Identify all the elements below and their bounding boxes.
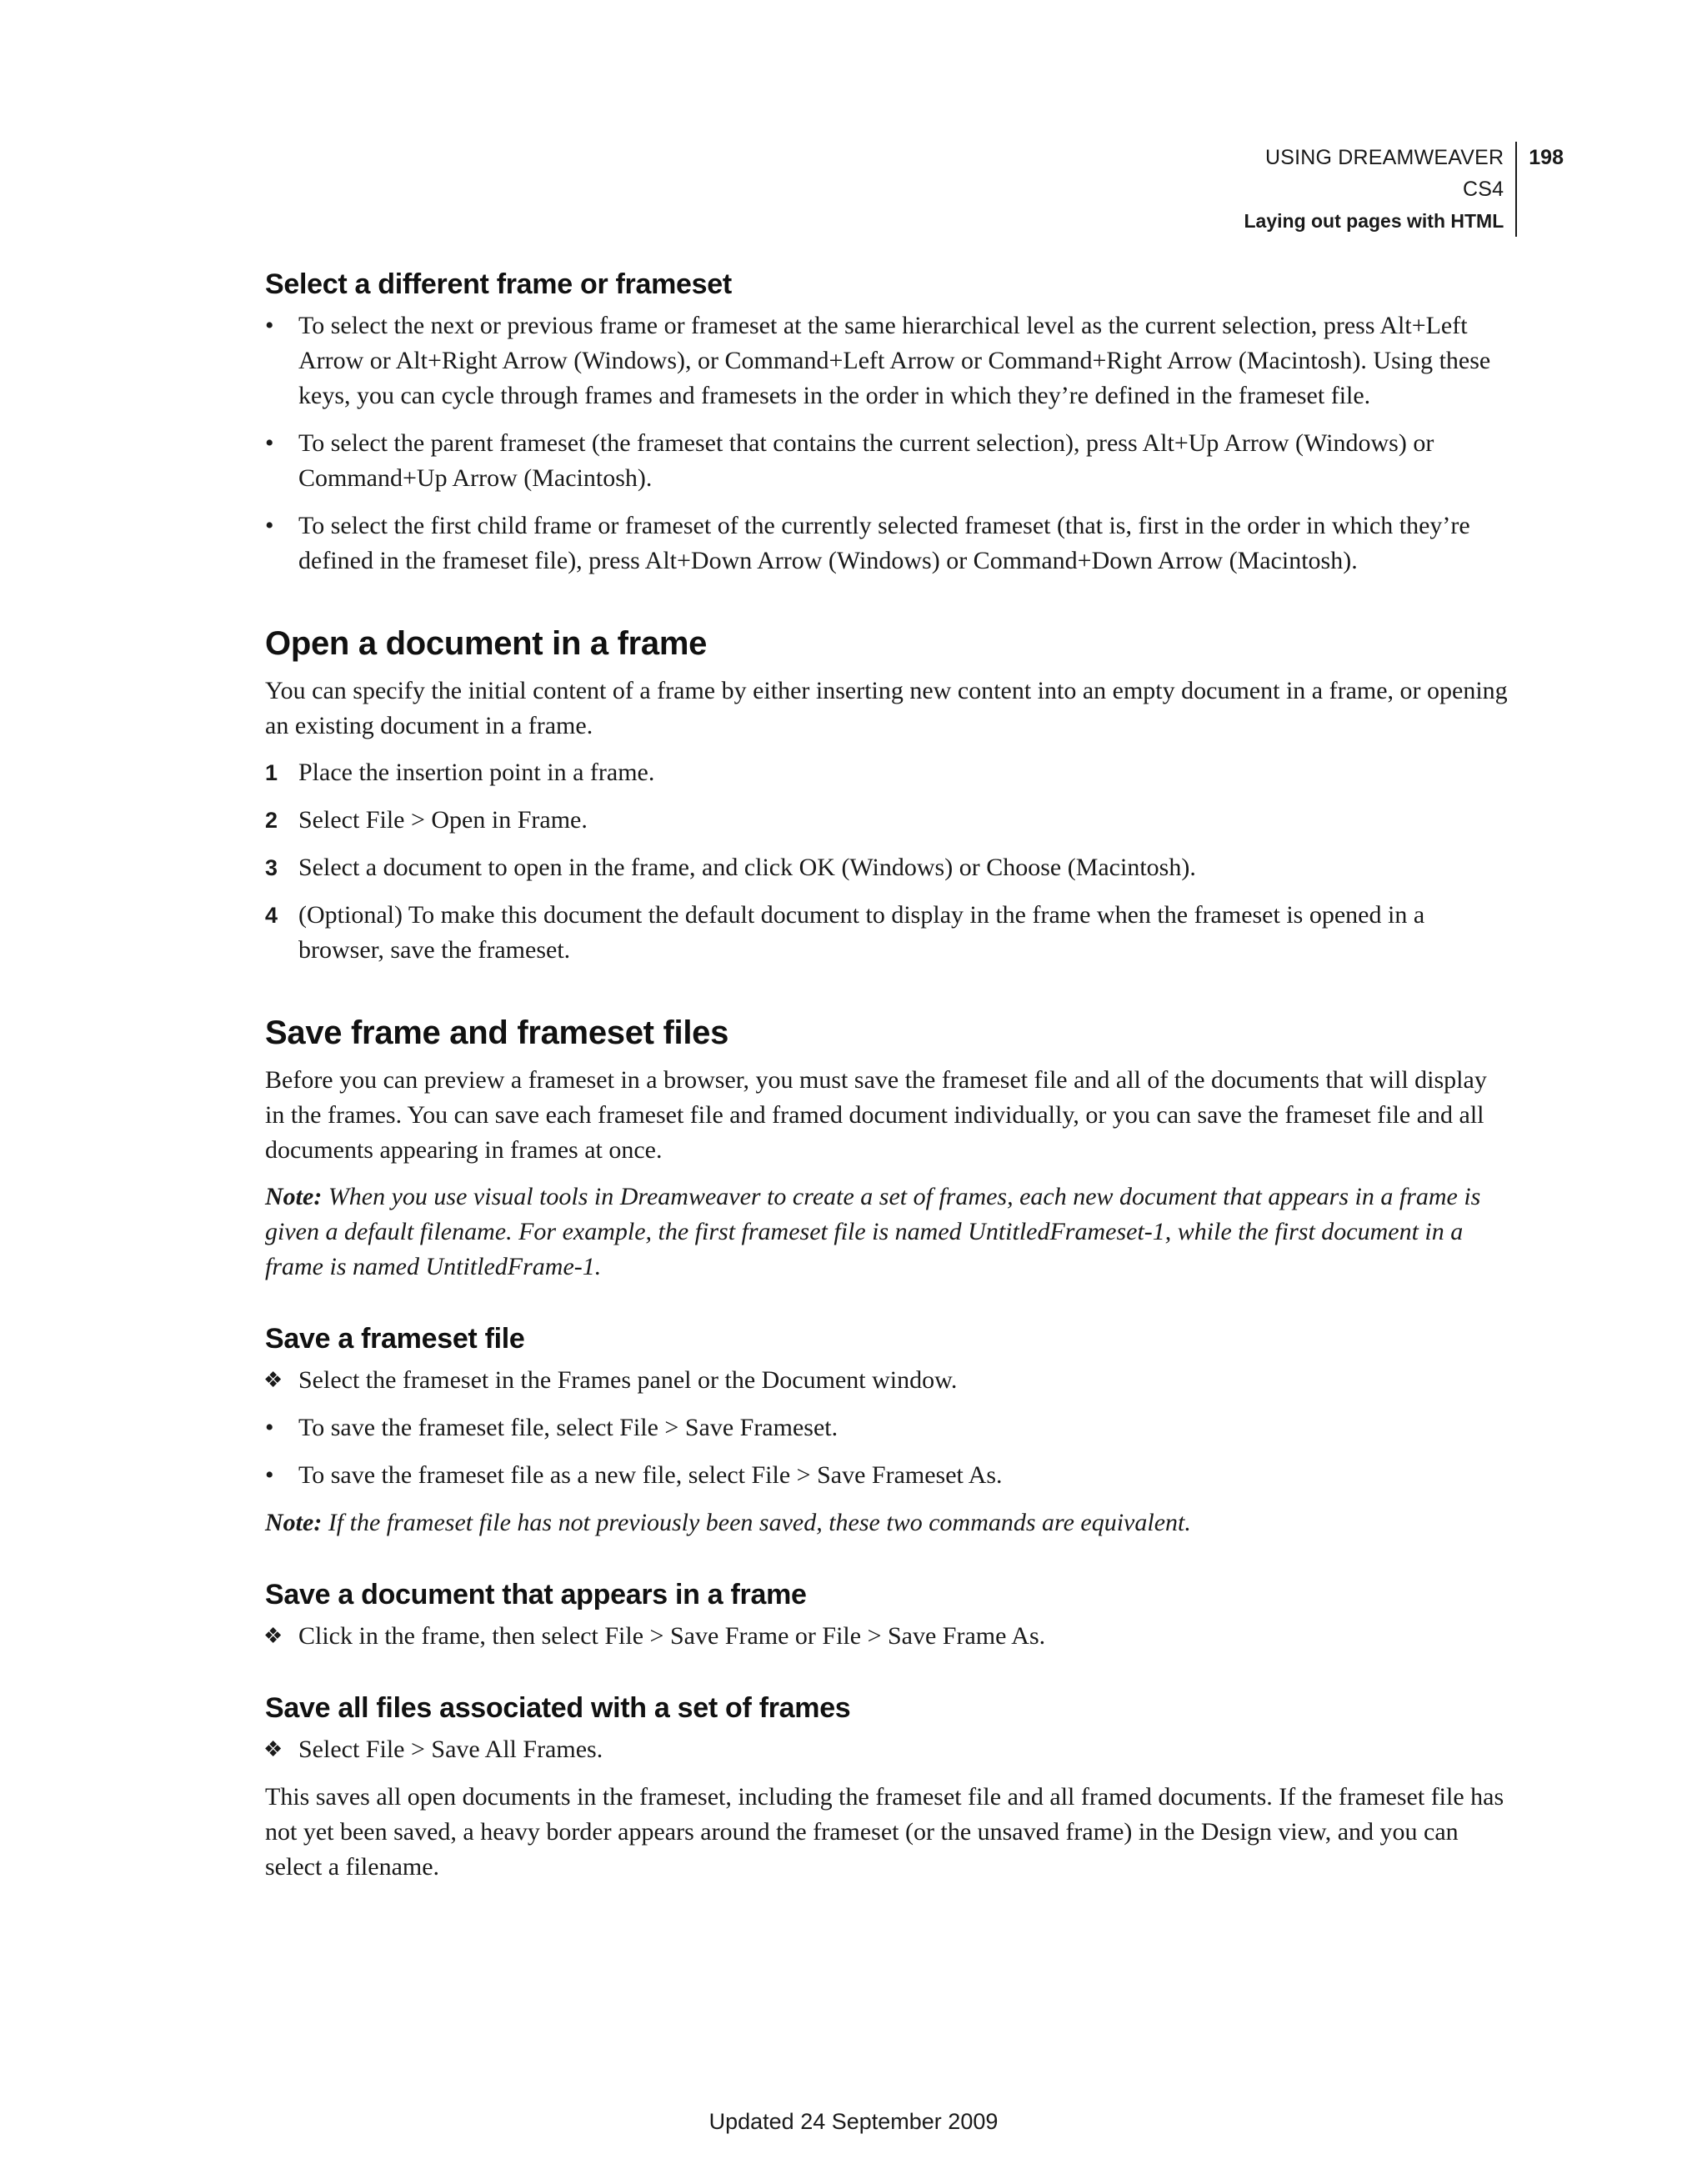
list-item-text: Select a document to open in the frame, and click OK (Windows) or Choose (Macintosh). [298, 854, 1196, 881]
list-item-text: To select the parent frameset (the frameset that contains the current selection), press Alt+Up Arrow (Windows) or Command+Up Arrow (Macintosh). [298, 429, 1434, 492]
list-item-text: (Optional) To make this document the default document to display in the frame when the frameset is opened in a browser, save the frameset. [298, 901, 1425, 964]
list-item [265, 1363, 1510, 1398]
bullet-icon: • [265, 512, 274, 539]
diamond-bullet-icon: ❖ [263, 1368, 283, 1392]
list-item-text: To save the frameset file as a new file, select File > Save Frameset As. [298, 1461, 1003, 1489]
note-text: If the frameset file has not previously been saved, these two commands are equivalent. [322, 1509, 1191, 1536]
list-item [265, 1458, 1510, 1493]
list-item [265, 1732, 1510, 1767]
list-item-text: Click in the frame, then select File > Save Frame or File > Save Frame As. [298, 1622, 1046, 1650]
note-label: Note: [265, 1183, 323, 1210]
heading-save-frameset: Save a frameset file [265, 1323, 525, 1355]
heading-save-document: Save a document that appears in a frame [265, 1579, 807, 1610]
header-subtitle: Laying out pages with HTML [1244, 210, 1504, 232]
list-item-text: To select the first child frame or frameset of the currently selected frameset (that is, first in the order in which they’re defined in the frameset file), press Alt+Down Arrow (Windows) or Command+Down Arrow (Macintosh). [298, 512, 1470, 574]
list-item-text: Select File > Save All Frames. [298, 1736, 603, 1763]
page-footer: Updated 24 September 2009 [708, 2109, 999, 2134]
list-item [265, 1619, 1510, 1654]
step-number: 1 [265, 760, 278, 785]
heading-save-all: Save all files associated with a set of frames [265, 1692, 851, 1724]
open-document-intro: You can specify the initial content of a frame by either inserting new content into an empty document in a frame, or opening an existing document in a frame. [265, 677, 1508, 739]
save-all-body: This saves all open documents in the frameset, including the frameset file and all framed documents. If the frameset file has not yet been saved, a heavy border appears around the frameset (or the unsaved frame) in the Design view, and you can select a filename. [265, 1783, 1504, 1881]
list-item [265, 1410, 1510, 1445]
page-content [265, 265, 1510, 1896]
heading-open-document: Open a document in a frame [265, 625, 708, 662]
list-item-text: Select the frameset in the Frames panel or the Document window. [298, 1366, 958, 1394]
list-item-text: To select the next or previous frame or frameset at the same hierarchical level as the current selection, press Alt+Left Arrow or Alt+Right Arrow (Windows), or Command+Left Arrow or Command+Right Arrow (Macintosh). Using these keys, you can cycle through frames and framesets in the order in which they’re defined in the frameset file. [298, 312, 1491, 409]
save-all-list [265, 1732, 1510, 1767]
step-number: 4 [265, 903, 278, 928]
list-item-text: To save the frameset file, select File > Save Frameset. [298, 1414, 838, 1441]
bullet-icon: • [265, 1414, 274, 1441]
save-document-list [265, 1619, 1510, 1654]
save-files-note [265, 1180, 1510, 1285]
list-item [265, 508, 1510, 579]
bullet-icon: • [265, 429, 274, 457]
list-item [265, 426, 1510, 496]
list-item [265, 755, 1510, 790]
open-document-steps [265, 755, 1510, 968]
note-text: When you use visual tools in Dreamweaver to create a set of frames, each new document that appears in a frame is given a default filename. For example, the first frameset file is named UntitledFrameset-1, while the first document in a frame is named UntitledFrame-1. [265, 1183, 1481, 1280]
page-header [1219, 142, 1564, 237]
list-item [265, 898, 1510, 968]
save-files-intro: Before you can preview a frameset in a browser, you must save the frameset file and all of the documents that will display in the frames. You can save each frameset file and framed document individually, or you can save the frameset file and all documents appearing in frames at once. [265, 1066, 1487, 1164]
list-item [265, 850, 1510, 885]
bullet-icon: • [265, 1461, 274, 1489]
list-item [265, 803, 1510, 838]
diamond-bullet-icon: ❖ [263, 1737, 283, 1761]
note-label: Note: [265, 1509, 323, 1536]
step-number: 3 [265, 855, 278, 880]
list-item-text: Select File > Open in Frame. [298, 806, 588, 834]
heading-save-files: Save frame and frameset files [265, 1014, 729, 1051]
bullet-icon: • [265, 312, 274, 339]
heading-select-frame: Select a different frame or frameset [265, 268, 732, 300]
list-item [265, 308, 1510, 413]
select-frame-bullets [265, 308, 1510, 579]
page-number: 198 [1529, 146, 1564, 169]
list-item-text: Place the insertion point in a frame. [298, 759, 655, 786]
save-frameset-list [265, 1363, 1510, 1493]
save-frameset-note [265, 1505, 1510, 1540]
diamond-bullet-icon: ❖ [263, 1624, 283, 1648]
step-number: 2 [265, 808, 278, 833]
header-text-block [1225, 142, 1517, 237]
header-title: USING DREAMWEAVER CS4 [1264, 146, 1504, 201]
